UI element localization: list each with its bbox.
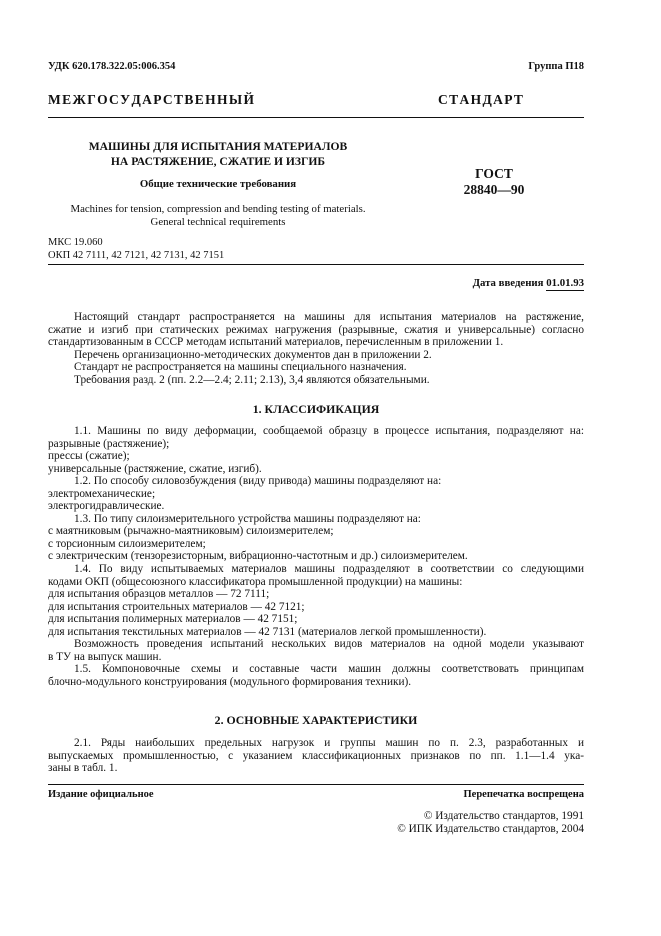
section-2-line: 2.1. Ряды наибольших предельных нагрузок и группы машин по п. 2.3, разработанных и — [74, 737, 584, 749]
section-1-line: прессы (сжатие); — [48, 450, 130, 463]
section-1-line: 1.3. По типу силоизмерительного устройства машины подразделяют на: — [74, 512, 421, 525]
header-standard: С Т А Н Д А Р Т — [438, 92, 524, 107]
date-label: Дата введения — [472, 277, 544, 289]
section-1-line: для испытания строительных материалов — 42 7121; — [48, 600, 305, 613]
section-1-line: 1.2. По способу силовозбуждения (виду привода) машины подразделяют на: — [74, 475, 442, 488]
udk-code: УДК 620.178.322.05:006.354 — [48, 61, 176, 72]
group-code: Группа П18 — [528, 61, 584, 72]
section-1-line: кодами ОКП (общесоюзного классификатора промышленной продукции) на машины: — [48, 575, 463, 588]
footer-rule — [48, 784, 584, 785]
section-2-line: заны в табл. 1. — [48, 762, 118, 775]
doc-subtitle: Общие технические требования — [139, 178, 297, 190]
section-1-line: 1.4. По виду испытываемых материалов машины подразделяют в соответствии со следующими — [74, 563, 584, 576]
gost-number: 28840—90 — [463, 182, 525, 197]
section-1-line: с электрическим (тензорезисторным, вибрационно-частотным и др.) силоизмерителем. — [48, 550, 468, 563]
reprint-notice: Перепечатка воспрещена — [463, 789, 584, 800]
section-1-heading: 1. КЛАССИФИКАЦИЯ — [252, 402, 380, 416]
mks-code: МКС 19.060 — [48, 237, 103, 248]
doc-title — [48, 139, 388, 169]
section-2-heading: 2. ОСНОВНЫЕ ХАРАКТЕРИСТИКИ — [214, 713, 418, 727]
copyright-2004: © ИПК Издательство стандартов, 2004 — [397, 823, 584, 835]
section-1-line: 1.5. Компоновочные схемы и составные части машин должны соответствовать принципам — [74, 663, 584, 676]
section-1-line: для испытания образцов металлов — 72 7111; — [48, 588, 270, 601]
section-1-line: с торсионным силоизмерителем; — [48, 537, 206, 550]
intro-line: стандартизованным в СССР методам испытаний материалов, перечисленным в приложении 1. — [48, 336, 504, 349]
gost-block — [406, 166, 582, 198]
intro-line: Настоящий стандарт распространяется на машины для испытания материалов на растяжение, — [74, 311, 584, 323]
classifier-codes — [48, 237, 224, 262]
section-2-line: выпускаемых промышленностью, с указанием классификационных признаков по пп. 1.1—1.4 ука- — [48, 749, 584, 762]
section-1-line: в ТУ на выпуск машин. — [48, 650, 162, 663]
section-2-body — [48, 737, 584, 775]
title-english-1: Machines for tension, compression and bending testing of materials. — [70, 203, 366, 215]
official-edition: Издание официальное — [48, 789, 154, 800]
intro-line: сжатие и изгиб при статических режимах нагружения (разрывные, сжатия и универсальные) согласно — [48, 323, 584, 336]
intro-line: Стандарт не распространяется на машины специального назначения. — [74, 361, 407, 374]
intro-line: Требования разд. 2 (пп. 2.2—2.4; 2.11; 2.13), 3,4 являются обязательными. — [74, 373, 430, 386]
section-1-line: разрывные (растяжение); — [48, 437, 170, 450]
okp-code: ОКП 42 7111, 42 7121, 42 7131, 42 7151 — [48, 249, 225, 261]
section-1-line: для испытания полимерных материалов — 42 7151; — [48, 613, 298, 626]
gost-label: ГОСТ — [475, 166, 513, 181]
header-rule — [48, 117, 584, 118]
section-1-line: с маятниковым (рычажно-маятниковым) силоизмерителем; — [48, 525, 334, 538]
copyright-block — [300, 810, 584, 836]
effective-date — [380, 277, 584, 289]
section-1-line: 1.1. Машины по виду деформации, сообщаемой образцу в процессе испытания, подразделяют на: — [74, 425, 584, 437]
copyright-1991: © Издательство стандартов, 1991 — [423, 810, 584, 822]
title-rule — [48, 264, 584, 265]
date-value: 01.01.93 — [546, 277, 584, 289]
section-1-line: электромеханические; — [48, 487, 156, 500]
section-1-line: универсальные (растяжение, сжатие, изгиб). — [48, 462, 262, 475]
title-english — [48, 203, 388, 228]
section-1-body — [48, 425, 584, 688]
intro-paragraph — [48, 311, 584, 386]
section-1-line: блочно-модульного конструирования (модульного формирования техники). — [48, 675, 412, 688]
header-mezhgos: М Е Ж Г О С У Д А Р С Т В Е Н Н Ы Й — [48, 92, 255, 107]
section-1-line: электрогидравлические. — [48, 500, 165, 513]
section-1-line: Возможность проведения испытаний нескольких видов материалов на одной модели указывают — [74, 638, 584, 651]
title-english-2: General technical requirements — [150, 215, 286, 228]
section-1-line: для испытания текстильных материалов — 42 7131 (материалов легкой промышленности). — [48, 625, 487, 638]
title-line-2: НА РАСТЯЖЕНИЕ, СЖАТИЕ И ИЗГИБ — [110, 155, 326, 168]
intro-line: Перечень организационно-методических документов дан в приложении 2. — [74, 348, 432, 361]
title-line-1: МАШИНЫ ДЛЯ ИСПЫТАНИЯ МАТЕРИАЛОВ — [88, 140, 348, 153]
